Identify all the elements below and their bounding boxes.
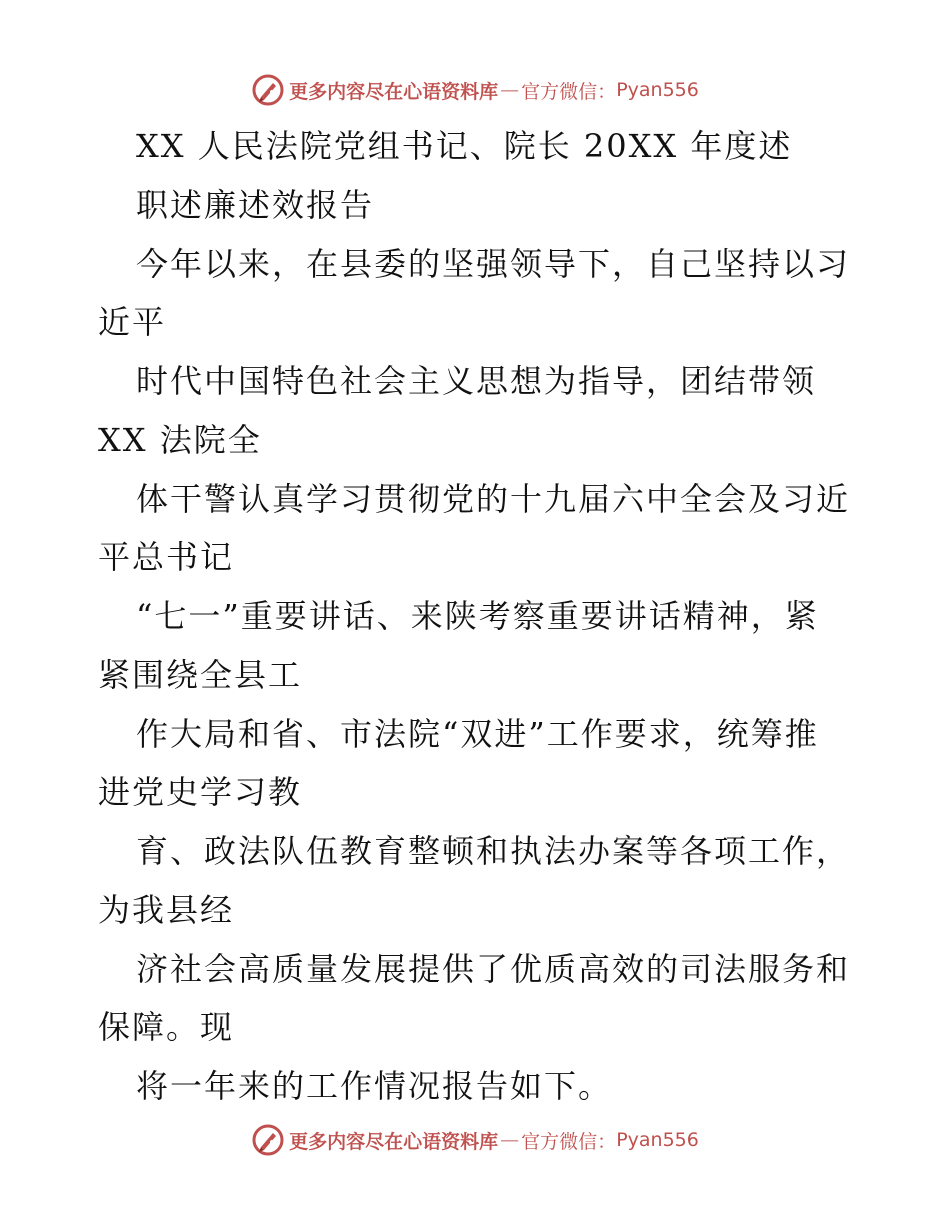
- doc-line: 济社会高质量发展提供了优质高效的司法服务和: [136, 950, 851, 988]
- banner-brand: 更多内容尽在心语资料库: [289, 80, 499, 103]
- doc-line: 近平: [98, 303, 167, 341]
- doc-line: 为我县经: [98, 891, 235, 929]
- doc-title-line-2: 职述廉述效报告: [136, 186, 375, 224]
- banner-wechat-label: 官方微信：: [521, 80, 617, 103]
- doc-line: “七一”重要讲话、来陕考察重要讲话精神，紧: [136, 597, 819, 635]
- doc-line: 保障。现: [98, 1008, 235, 1046]
- logo-pen-icon: [251, 1123, 285, 1157]
- doc-line: 作大局和省、市法院“双进”工作要求，统筹推: [136, 715, 819, 753]
- doc-line: 体干警认真学习贯彻党的十九届六中全会及习近: [136, 480, 851, 518]
- doc-line: XX 法院全: [98, 421, 262, 459]
- banner-separator: —: [500, 1129, 520, 1151]
- doc-line: 紧围绕全县工: [98, 656, 303, 694]
- doc-line: 时代中国特色社会主义思想为指导，团结带领: [136, 362, 817, 400]
- banner-separator: —: [500, 79, 520, 101]
- doc-line: 平总书记: [98, 538, 235, 576]
- footer-banner: [0, 1120, 950, 1160]
- banner-wechat-handle: Pyan556: [616, 1129, 699, 1151]
- doc-title-line-1: XX 人民法院党组书记、院长 20XX 年度述: [136, 127, 793, 165]
- doc-line: 育、政法队伍教育整顿和执法办案等各项工作，: [136, 832, 851, 870]
- banner-wechat-handle: Pyan556: [616, 79, 699, 101]
- doc-line: 今年以来，在县委的坚强领导下，自己坚持以习: [136, 245, 851, 283]
- doc-line: 进党史学习教: [98, 773, 303, 811]
- banner-wechat-label: 官方微信：: [521, 1130, 617, 1153]
- doc-line: 将一年来的工作情况报告如下。: [136, 1067, 613, 1105]
- banner-brand: 更多内容尽在心语资料库: [289, 1130, 499, 1153]
